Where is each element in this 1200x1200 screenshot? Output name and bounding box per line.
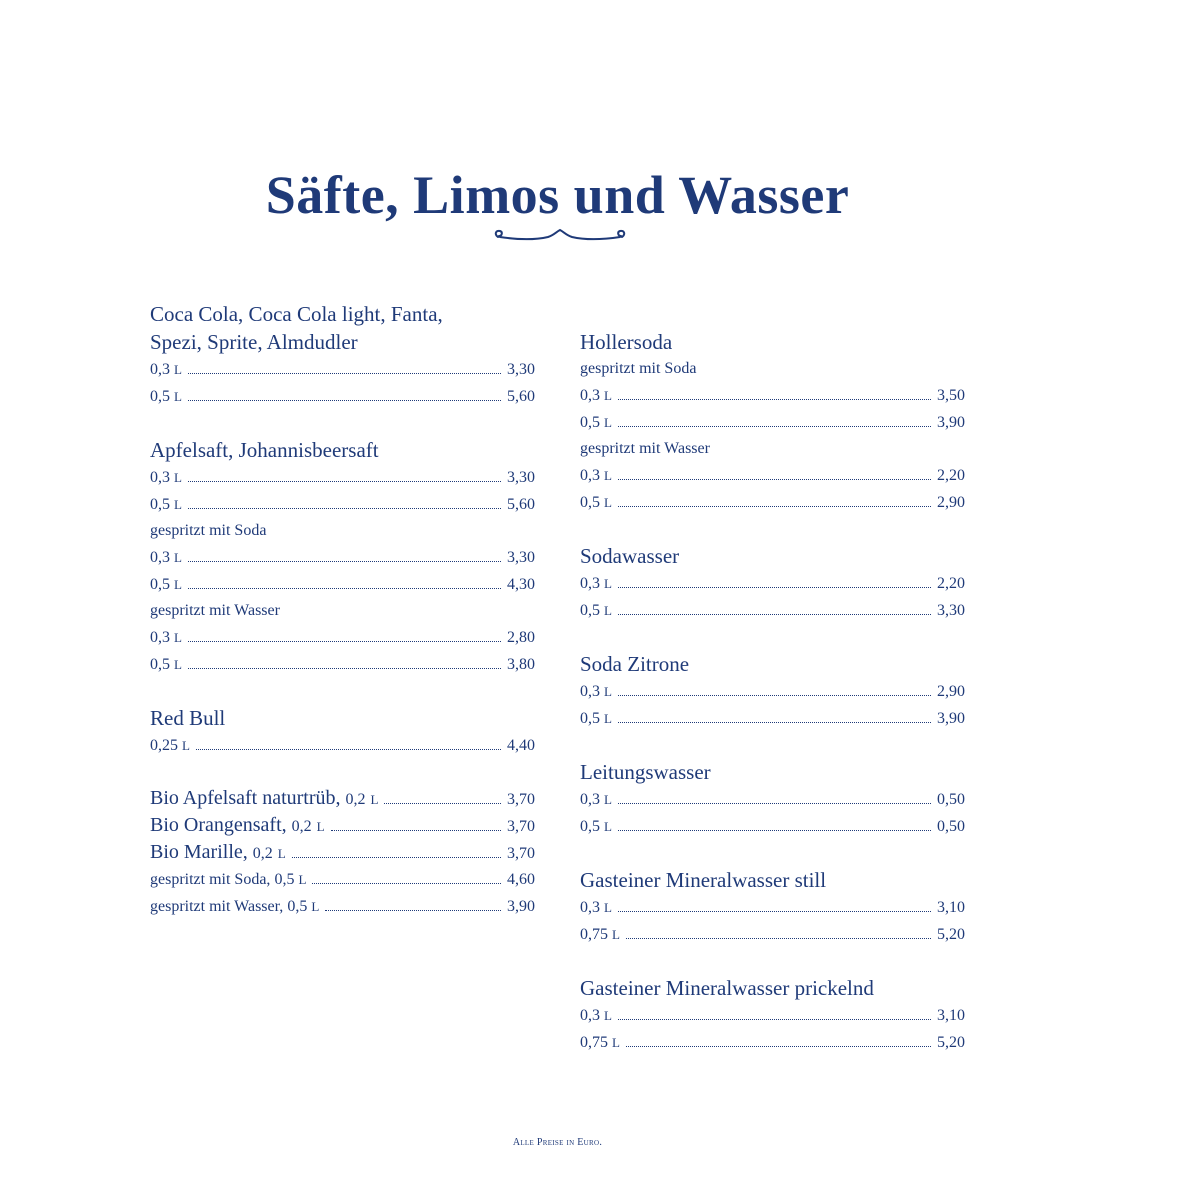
price: 2,90 [937,494,965,511]
price-row: 0,3 L 3,30 [150,464,535,491]
price: 2,20 [937,575,965,592]
section-sodawasser [580,542,965,624]
price-row: 0,5 L 3,30 [580,597,965,624]
price-row: 0,3 L 3,30 [150,544,535,571]
price: 3,70 [507,818,535,835]
footer-note: Alle Preise in Euro. [512,1137,603,1148]
sub-label: gespritzt mit Soda [150,522,267,539]
price-row: gespritzt mit Wasser, 0,5 L 3,90 [150,893,535,920]
price: 3,30 [507,469,535,486]
price: 5,60 [507,388,535,405]
price: 5,20 [937,1034,965,1051]
section-soda-zitrone [580,650,965,732]
price: 3,50 [937,387,965,404]
price: 3,80 [507,656,535,673]
price-row: Bio Apfelsaft naturtrüb, 0,2 L 3,70 [150,785,535,812]
price: 3,90 [937,414,965,431]
price-row: 0,5 L 3,90 [580,705,965,732]
price: 2,90 [937,683,965,700]
price: 2,20 [937,467,965,484]
price-row: 0,25 L 4,40 [150,732,535,759]
price-row: 0,3 L 3,10 [580,894,965,921]
price-row: gespritzt mit Soda, 0,5 L 4,60 [150,866,535,893]
price-row: 0,5 L 3,80 [150,651,535,678]
price-row: 0,3 L 3,30 [150,356,535,383]
price: 3,30 [937,602,965,619]
price: 5,60 [507,496,535,513]
section-hollersoda [580,328,965,516]
section-title: Soda Zitrone [580,652,690,676]
price: 0,50 [937,818,965,835]
price-row: 0,5 L 4,30 [150,571,535,598]
section-leitungswasser [580,758,965,840]
price-row: 0,3 L 2,20 [580,462,965,489]
section-mineralwasser-prickelnd [580,974,965,1056]
sub-label: gespritzt mit Soda [580,360,697,377]
section-title: Apfelsaft, Johannisbeersaft [150,438,379,462]
price-row: 0,5 L 5,60 [150,383,535,410]
right-column [580,328,965,1056]
section-apfelsaft [150,436,535,678]
section-title: Gasteiner Mineralwasser prickelnd [580,976,874,1000]
section-softdrinks [150,300,535,410]
price-row: Bio Orangensaft, 0,2 L 3,70 [150,812,535,839]
price: 4,30 [507,576,535,593]
price: 4,60 [507,871,535,888]
price: 5,20 [937,926,965,943]
sub-label: gespritzt mit Wasser [150,602,280,619]
section-title: Sodawasser [580,544,680,568]
price: 3,70 [507,791,535,808]
price: 2,80 [507,629,535,646]
price-row: Bio Marille, 0,2 L 3,70 [150,839,535,866]
price-row: 0,5 L 2,90 [580,489,965,516]
sub-label: gespritzt mit Wasser [580,440,710,457]
section-title: Spezi, Sprite, Almdudler [150,330,358,354]
price-row: 0,3 L 2,20 [580,570,965,597]
price-row: 0,3 L 2,80 [150,624,535,651]
price-row: 0,3 L 3,50 [580,382,965,409]
page-title: Säfte, Limos und Wasser [265,165,850,226]
price: 3,90 [507,898,535,915]
price: 3,10 [937,899,965,916]
section-mineralwasser-still [580,866,965,948]
section-red-bull [150,704,535,759]
price: 3,90 [937,710,965,727]
price: 3,30 [507,549,535,566]
flourish-ornament [490,224,630,250]
section-bio-saefte [150,785,535,920]
price-row: 0,5 L 3,90 [580,409,965,436]
price-row: 0,5 L 0,50 [580,813,965,840]
price: 4,40 [507,737,535,754]
price: 0,50 [937,791,965,808]
price-row: 0,75 L 5,20 [580,1029,965,1056]
section-title: Hollersoda [580,330,673,354]
price: 3,70 [507,845,535,862]
price-row: 0,75 L 5,20 [580,921,965,948]
section-title: Coca Cola, Coca Cola light, Fanta, [150,302,443,326]
price: 3,30 [507,361,535,378]
price-row: 0,3 L 3,10 [580,1002,965,1029]
section-title: Gasteiner Mineralwasser still [580,868,827,892]
price: 3,10 [937,1007,965,1024]
price-row: 0,3 L 0,50 [580,786,965,813]
left-column [150,300,535,920]
price-row: 0,3 L 2,90 [580,678,965,705]
price-row: 0,5 L 5,60 [150,491,535,518]
section-title: Leitungswasser [580,760,711,784]
section-title: Red Bull [150,706,226,730]
